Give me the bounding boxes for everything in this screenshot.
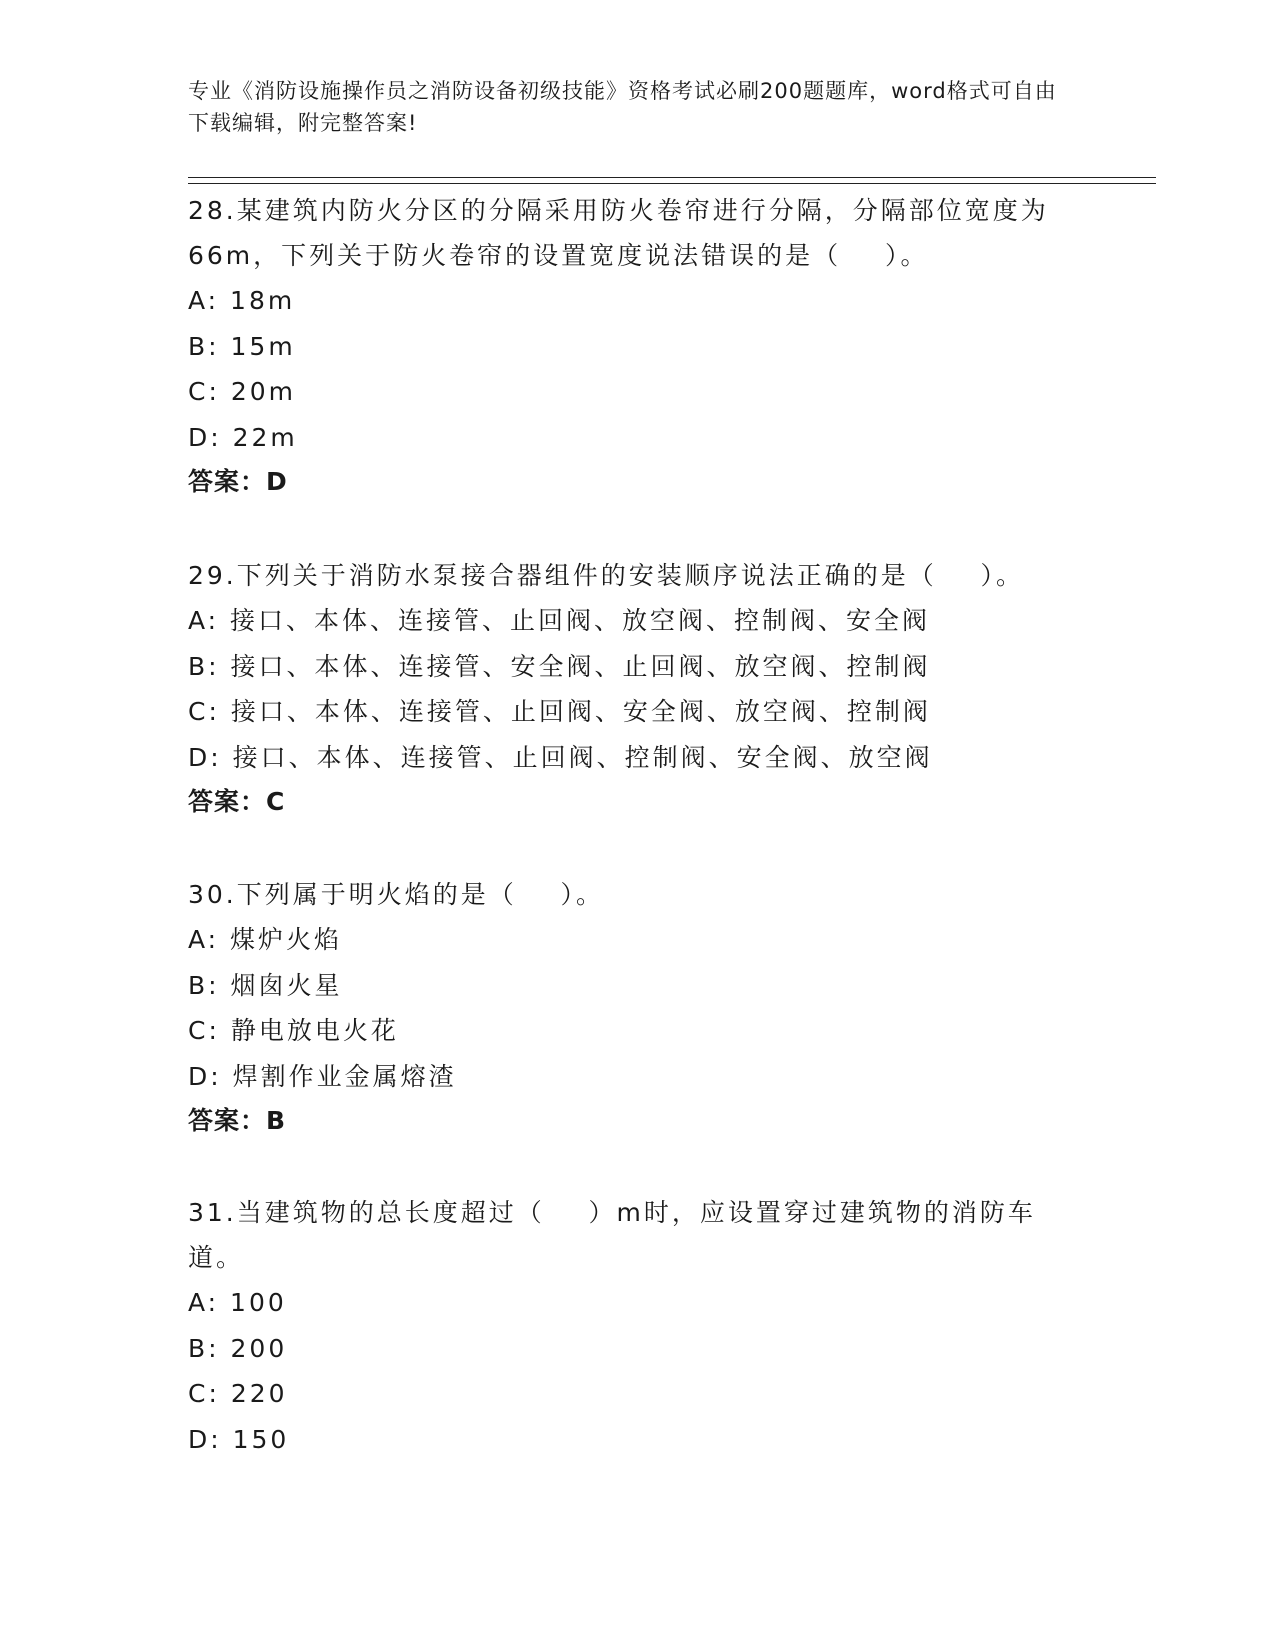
option-a: A: 接口、本体、连接管、止回阀、放空阀、控制阀、安全阀 xyxy=(188,606,931,635)
answer-label: 答案：C xyxy=(188,787,286,816)
question-stem: 28.某建筑内防火分区的分隔采用防火卷帘进行分隔，分隔部位宽度为66m，下列关于防火卷帘的设置宽度说法错误的是（ ）。 xyxy=(188,196,1049,270)
question-30 xyxy=(188,872,1088,1143)
option-a: A: 18m xyxy=(188,286,296,315)
question-29 xyxy=(188,553,1088,824)
option-d: D: 22m xyxy=(188,422,298,452)
option-a: A: 煤炉火焰 xyxy=(188,925,343,954)
document-header: 专业《消防设施操作员之消防设备初级技能》资格考试必刷200题题库，word格式可自由下载编辑，附完整答案! xyxy=(188,79,1057,135)
answer-label: 答案：B xyxy=(188,1106,287,1135)
question-stem: 30.下列属于明火焰的是（ ）。 xyxy=(188,880,605,909)
option-b: B: 烟囱火星 xyxy=(188,970,343,1000)
answer-label: 答案：D xyxy=(188,467,288,496)
question-stem: 29.下列关于消防水泵接合器组件的安装顺序说法正确的是（ ）。 xyxy=(188,561,1025,590)
option-b: B: 200 xyxy=(188,1333,288,1363)
option-b: B: 15m xyxy=(188,331,296,361)
option-c: C: 接口、本体、连接管、止回阀、安全阀、放空阀、控制阀 xyxy=(188,697,931,726)
option-d: D: 150 xyxy=(188,1424,290,1454)
option-c: C: 静电放电火花 xyxy=(188,1016,399,1045)
question-28 xyxy=(188,188,1088,504)
option-c: C: 220 xyxy=(188,1379,288,1408)
question-31 xyxy=(188,1190,1088,1462)
option-c: C: 20m xyxy=(188,377,296,406)
header-divider-bottom xyxy=(188,183,1156,184)
option-d: D: 焊割作业金属熔渣 xyxy=(188,1061,457,1091)
header-divider-top xyxy=(188,177,1156,178)
question-stem: 31.当建筑物的总长度超过（ ）m时，应设置穿过建筑物的消防车道。 xyxy=(188,1198,1036,1272)
option-b: B: 接口、本体、连接管、安全阀、止回阀、放空阀、控制阀 xyxy=(188,651,931,681)
option-d: D: 接口、本体、连接管、止回阀、控制阀、安全阀、放空阀 xyxy=(188,742,933,772)
option-a: A: 100 xyxy=(188,1288,287,1317)
